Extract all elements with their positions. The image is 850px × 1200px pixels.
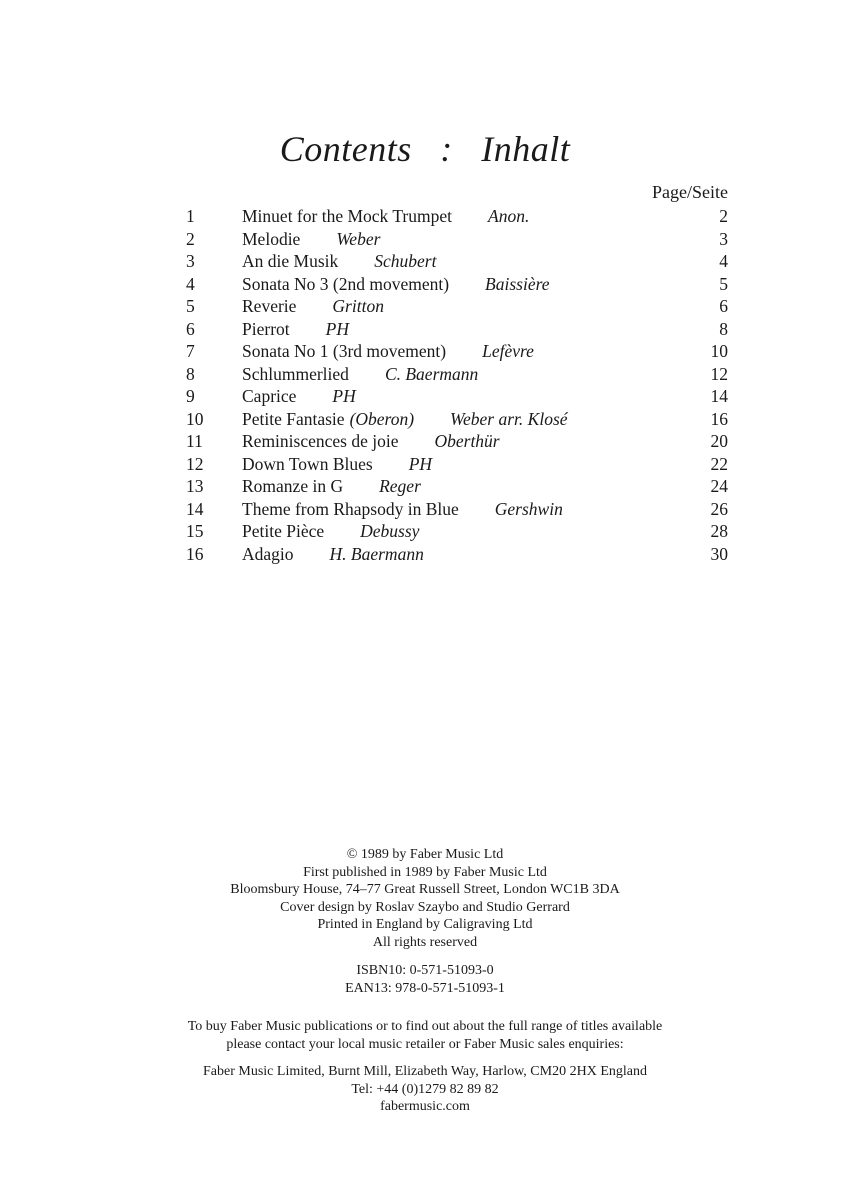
entry-page-number: 3	[719, 228, 728, 249]
entry-page-number: 10	[710, 341, 728, 361]
entry-title-cell	[242, 453, 432, 475]
contents-row	[186, 340, 728, 363]
entry-title-cell	[242, 340, 534, 362]
entry-page-number: 24	[710, 476, 728, 496]
product-code-line: ISBN10: 0-571-51093-0	[356, 963, 494, 978]
entry-number: 6	[186, 318, 195, 339]
product-codes	[0, 962, 850, 997]
entry-composer: Weber	[336, 228, 381, 249]
entry-page-number: 8	[719, 318, 728, 339]
entry-page-number: 28	[710, 521, 728, 541]
publication-line: All rights reserved	[372, 934, 478, 950]
entry-composer: PH	[332, 386, 356, 406]
entry-title: Romanze in G	[242, 476, 344, 496]
contact-line: Faber Music Limited, Burnt Mill, Elizabeth Way, Harlow, CM20 2HX England	[203, 1064, 647, 1079]
entry-composer: Weber arr. Klosé	[450, 408, 568, 429]
entry-composer: Lefèvre	[482, 341, 534, 361]
contents-list	[186, 205, 728, 565]
publication-line: © 1989 by Faber Music Ltd	[346, 847, 504, 862]
entry-title: Petite Fantasie	[242, 408, 345, 429]
entry-page-number: 30	[710, 543, 728, 564]
entry-number: 8	[186, 363, 195, 384]
product-code-line: EAN13: 978-0-571-51093-1	[345, 980, 505, 996]
contents-row	[186, 385, 728, 408]
contents-row	[186, 475, 728, 498]
entry-composer: Gritton	[332, 296, 384, 316]
publication-line: Bloomsbury House, 74–77 Great Russell Street, London WC1B 3DA	[230, 882, 620, 897]
entry-composer: C. Baermann	[384, 363, 479, 384]
entry-title: Pierrot	[242, 318, 290, 339]
entry-title: Petite Pièce	[242, 521, 325, 541]
entry-number: 14	[186, 498, 204, 519]
contents-row	[186, 543, 728, 566]
entry-title-cell	[242, 385, 356, 407]
entry-number: 1	[186, 206, 195, 226]
contents-row	[186, 520, 728, 543]
entry-composer: Baissière	[485, 273, 550, 294]
entry-title: Reminiscences de joie	[242, 431, 399, 451]
entry-title-cell	[242, 295, 384, 317]
entry-title-cell	[242, 363, 478, 385]
entry-title-cell	[242, 228, 380, 250]
entry-page-number: 26	[710, 498, 728, 519]
entry-composer: Schubert	[374, 251, 437, 271]
purchase-info-line: please contact your local music retailer or Faber Music sales enquiries:	[226, 1036, 624, 1052]
publication-line: Printed in England by Caligraving Ltd	[317, 917, 533, 932]
entry-title-italic: (Oberon)	[349, 408, 415, 429]
entry-title-cell	[242, 205, 529, 227]
contents-row	[186, 318, 728, 341]
entry-title-cell	[242, 475, 421, 497]
entry-title: Theme from Rhapsody in Blue	[242, 498, 459, 519]
entry-title: Down Town Blues	[242, 453, 373, 474]
entry-number: 16	[186, 543, 204, 564]
entry-title-cell	[242, 430, 500, 452]
contents-row	[186, 205, 728, 228]
publication-line: Cover design by Roslav Szaybo and Studio Gerrard	[280, 899, 570, 915]
entry-title-cell	[242, 318, 349, 340]
entry-number: 9	[186, 386, 195, 406]
entry-title-cell	[242, 250, 436, 272]
contents-row	[186, 273, 728, 296]
entry-composer: PH	[408, 453, 433, 474]
contents-row	[186, 430, 728, 453]
publication-info	[0, 846, 850, 951]
entry-page-number: 2	[719, 206, 728, 226]
entry-number: 4	[186, 273, 195, 294]
purchase-info-line: To buy Faber Music publications or to find out about the full range of titles available	[187, 1019, 663, 1034]
entry-page-number: 4	[719, 251, 728, 271]
contents-row	[186, 363, 728, 386]
entry-number: 10	[186, 408, 204, 429]
contents-row	[186, 408, 728, 431]
entry-number: 15	[186, 521, 204, 541]
entry-number: 2	[186, 228, 195, 249]
entry-title: Sonata No 3 (2nd movement)	[242, 273, 450, 294]
entry-title-cell	[242, 498, 563, 520]
entry-page-number: 12	[710, 363, 728, 384]
entry-title-cell	[242, 408, 568, 430]
entry-composer: Anon.	[488, 206, 530, 226]
entry-composer: Gershwin	[494, 498, 563, 519]
entry-title: Schlummerlied	[242, 363, 349, 384]
entry-title: An die Musik	[242, 251, 339, 271]
entry-page-number: 20	[710, 431, 728, 451]
entry-title: Reverie	[242, 296, 297, 316]
entry-title: Minuet for the Mock Trumpet	[242, 206, 452, 226]
publication-line: First published in 1989 by Faber Music Ltd	[303, 864, 547, 880]
entry-number: 7	[186, 341, 195, 361]
entry-title-cell	[242, 543, 424, 565]
entry-number: 5	[186, 296, 195, 316]
entry-title: Melodie	[242, 228, 301, 249]
contents-row	[186, 228, 728, 251]
entry-page-number: 16	[710, 408, 728, 429]
entry-composer: Debussy	[360, 521, 420, 541]
entry-title: Caprice	[242, 386, 297, 406]
entry-title: Sonata No 1 (3rd movement)	[242, 341, 447, 361]
entry-page-number: 14	[710, 386, 728, 406]
entry-number: 12	[186, 453, 204, 474]
contents-row	[186, 295, 728, 318]
contact-line: fabermusic.com	[380, 1099, 470, 1114]
entry-composer: Reger	[379, 476, 421, 496]
entry-number: 3	[186, 251, 195, 271]
entry-title-cell	[242, 273, 550, 295]
entry-number: 13	[186, 476, 204, 496]
contents-row	[186, 250, 728, 273]
entry-title: Adagio	[242, 543, 294, 564]
contents-row	[186, 453, 728, 476]
entry-composer: PH	[325, 318, 349, 339]
page-column-header: Page/Seite	[652, 182, 728, 202]
entry-page-number: 6	[719, 296, 728, 316]
entry-title-cell	[242, 520, 419, 542]
contact-info	[0, 1063, 850, 1116]
entry-number: 11	[186, 431, 203, 451]
entry-page-number: 22	[710, 453, 728, 474]
purchase-info	[0, 1018, 850, 1053]
contents-row	[186, 498, 728, 521]
page-title: Contents : Inhalt	[279, 129, 571, 169]
entry-page-number: 5	[719, 273, 728, 294]
entry-composer: H. Baermann	[329, 543, 424, 564]
entry-composer: Oberthür	[434, 431, 500, 451]
contact-line: Tel: +44 (0)1279 82 89 82	[351, 1081, 499, 1097]
